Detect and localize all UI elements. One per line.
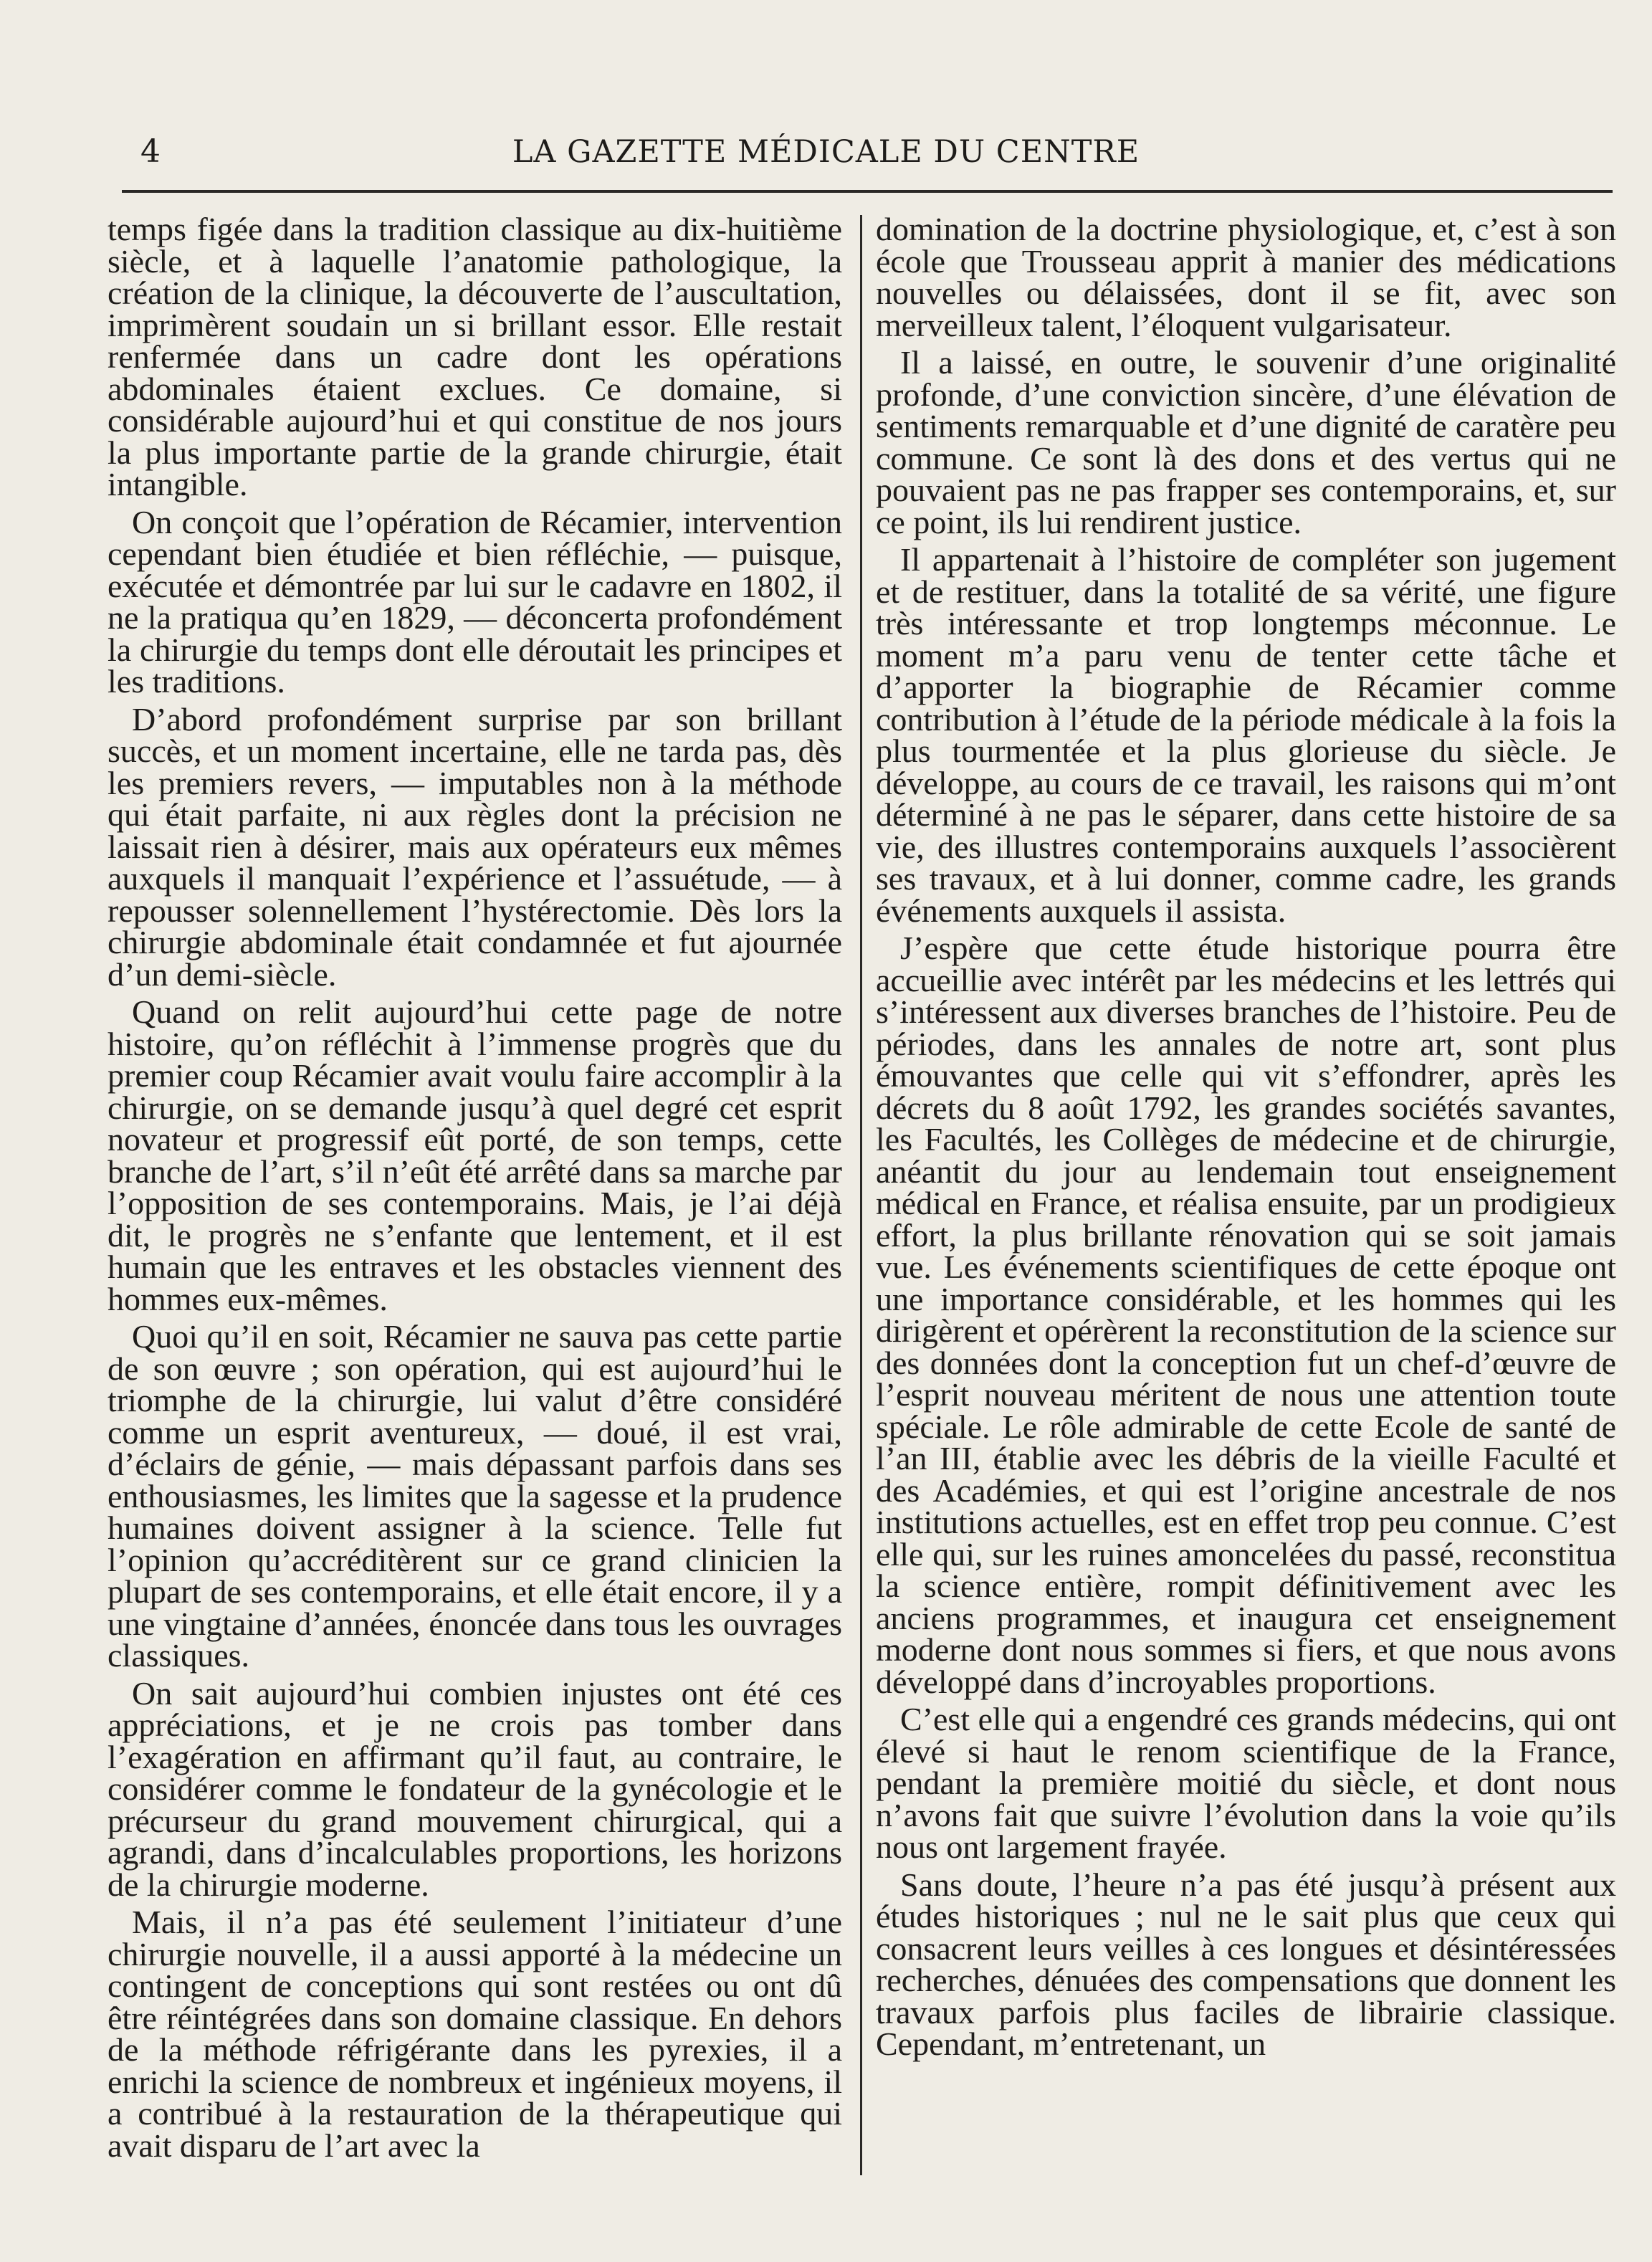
right-column	[876, 211, 1616, 2066]
running-title: LA GAZETTE MÉDICALE DU CENTRE	[512, 134, 1140, 170]
paragraph: D’abord profondément surprise par son brillant succès, et un moment incertaine, elle ne tarda pas, dès les premiers revers, — imputables non à la méthode qui était parfaite, ni aux règles dont la précision ne laissait rien à désirer, mais aux opérateurs eux mêmes auxquels il manquait l’expérience et l’assuétude, — à repousser solennellement l’hystérectomie. Dès lors la chirurgie abdominale était condamnée et fut ajournée d’un demi-siècle.	[108, 700, 842, 993]
paragraph: Il appartenait à l’histoire de compléter son jugement et de restituer, dans la totalité de sa vérité, une figure très intéressante et trop longtemps méconnue. Le moment m’a paru venu de tenter cette tâche et d’apporter la biographie de Récamier comme contribution à l’étude de la période médicale à la fois la plus tourmentée et la plus glorieuse du siècle. Je développe, au cours de ce travail, les raisons qui m’ont déterminé à ne pas le séparer, dans cette histoire de sa vie, des illustres contemporains auxquels l’associèrent ses travaux, et à lui donner, comme cadre, les grands événements auxquels il assista.	[876, 541, 1616, 929]
paragraph: J’espère que cette étude historique pourra être accueillie avec intérêt par les médecins et les lettrés qui s’intéressent aux diverses branches de l’histoire. Peu de périodes, dans les annales de notre art, sont plus émouvantes que celle qui vit s’effondrer, après les décrets du 8 août 1792, les grandes sociétés savantes, les Facultés, les Collèges de médecine et de chirurgie, anéantit du jour au lendemain tout enseignement médical en France, et réalisa ensuite, par un prodigieux effort, la plus brillante rénovation qui se soit jamais vue. Les événements scientifiques de cette époque ont une importance considérable, et les hommes qui les dirigèrent et opérèrent la reconstitution de la science sur des données dont la conception fut un chef-d’œuvre de l’esprit nouveau méritent de nous une attention toute spéciale. Le rôle admirable de cette Ecole de santé de l’an III, établie avec les débris de la vieille Faculté et des Académies, et qui est l’origine ancestrale de nos institutions actuelles, est en effet trop peu connue. C’est elle qui, sur les ruines amoncelées du passé, reconstitua la science entière, rompit définitivement avec les anciens programmes, et inaugura cet enseignement moderne dont nous sommes si fiers, et que nous avons développé dans d’incroyables proportions.	[876, 930, 1616, 1700]
header-rule	[122, 190, 1613, 193]
paragraph: temps figée dans la tradition classique au dix-huitième siècle, et à laquelle l’anatomie pathologique, la création de la clinique, la découverte de l’auscultation, imprimèrent soudain un si brillant essor. Elle restait renfermée dans un cadre dont les opérations abdominales étaient exclues. Ce domaine, si considérable aujourd’hui et qui constitue de nos jours la plus importante partie de la grande chirurgie, était intangible.	[108, 211, 842, 502]
paragraph: On sait aujourd’hui combien injustes ont été ces appréciations, et je ne crois pas tomber dans l’exagération en affirmant qu’il faut, au contraire, le considérer comme le fondateur de la gynécologie et le précurseur du grand mouvement chirurgical, qui a agrandi, dans d’incalculables proportions, les horizons de la chirurgie moderne.	[108, 1674, 842, 1903]
paragraph: Quoi qu’il en soit, Récamier ne sauva pas cette partie de son œuvre ; son opération, qui est aujourd’hui le triomphe de la chirurgie, lui valut d’être considéré comme un esprit aventureux, — doué, il est vrai, d’éclairs de génie, — mais dépassant parfois dans ses enthousiasmes, les limites que la sagesse et la prudence humaines doivent assigner à la science. Telle fut l’opinion qu’accréditèrent sur ce grand clinicien la plupart de ses contemporains, et elle était encore, il y a une vingtaine d’années, énoncée dans tous les ouvrages classiques.	[108, 1318, 842, 1674]
paragraph: On conçoit que l’opération de Récamier, intervention cependant bien étudiée et bien réfléchie, — puisque, exécutée et démontrée par lui sur le cadavre en 1802, il ne la pratiqua qu’en 1829, — déconcerta profondément la chirurgie du temps dont elle déroutait les principes et les traditions.	[108, 503, 842, 700]
paragraph: Mais, il n’a pas été seulement l’initiateur d’une chirurgie nouvelle, il a aussi apporté à la médecine un contingent de conceptions qui sont restées ou ont dû être réintégrées dans son domaine classique. En dehors de la méthode réfrigérante dans les pyrexies, il a enrichi la science de nombreux et ingénieux moyens, il a contribué à la restauration de la thérapeutique qui avait disparu de l’art avec la	[108, 1904, 842, 2164]
left-column	[108, 211, 842, 2167]
paragraph: Il a laissé, en outre, le souvenir d’une originalité profonde, d’une conviction sincère, d’une élévation de sentiments remarquable et d’une dignité de caratère peu commune. Ce sont là des dons et des vertus qui ne pouvaient pas ne pas frapper ses contemporains, et, sur ce point, ils lui rendirent justice.	[876, 344, 1616, 540]
paragraph: Quand on relit aujourd’hui cette page de notre histoire, qu’on réfléchit à l’immense progrès que du premier coup Récamier avait voulu faire accomplir à la chirurgie, on se demande jusqu’à quel degré cet esprit novateur et progressif eût porté, de son temps, cette branche de l’art, s’il n’eût été arrêté dans sa marche par l’opposition de ses contemporains. Mais, je l’ai déjà dit, le progrès ne s’enfante que lentement, et il est humain que les entraves et les obstacles viennent des hommes eux-mêmes.	[108, 993, 842, 1317]
paragraph: Sans doute, l’heure n’a pas été jusqu’à présent aux études historiques ; nul ne le sait plus que ceux qui consacrent leurs veilles à ces longues et désintéressées recherches, dénuées des compensations que donnent les travaux parfois plus faciles de librairie classique. Cependant, m’entretenant, un	[876, 1866, 1616, 2062]
page-number: 4	[140, 133, 161, 170]
paragraph: C’est elle qui a engendré ces grands médecins, qui ont élevé si haut le renom scientifique de la France, pendant la première moitié du siècle, et dont nous n’avons fait que suivre l’évolution dans la voie qu’ils nous ont largement frayée.	[876, 1701, 1616, 1865]
column-divider	[860, 215, 862, 2175]
paragraph: domination de la doctrine physiologique, et, c’est à son école que Trousseau apprit à manier des médications nouvelles ou délaissées, dont il se fit, avec son merveilleux talent, l’éloquent vulgarisateur.	[876, 211, 1616, 343]
